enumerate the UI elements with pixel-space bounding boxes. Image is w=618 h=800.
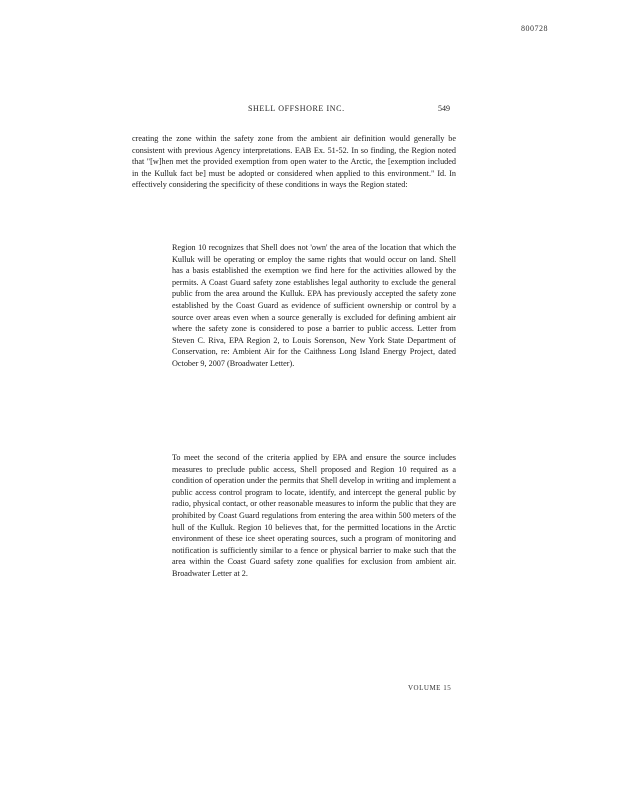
- block-quote-first: Region 10 recognizes that Shell does not 'own' the area of the location that which the Kulluk will be operating or employ the same rights that would occur on land. Shell has a basis established the exemption we find here for the activities allowed by the permits. A Coast Guard safety zone establishes legal authority to exclude the general public from the area around the Kulluk. EPA has previously accepted the safety zone established by the Coast Guard as evidence of sufficient ownership or control by a source over areas even when a source generally is excluded for defining ambient air where the safety zone is considered to pose a barrier to public access. Letter from Steven C. Riva, EPA Region 2, to Louis Sorenson, New York State Department of Conservation, re: Ambient Air for the Caithness Long Island Energy Project, dated October 9, 2007 (Broadwater Letter).: [172, 243, 456, 368]
- page-number: 549: [438, 104, 450, 113]
- volume-footer: VOLUME 15: [408, 684, 452, 692]
- page-identifier: 800728: [521, 24, 548, 33]
- block-quote-second: To meet the second of the criteria applied by EPA and ensure the source includes measures to preclude public access, Shell proposed and Region 10 required as a condition of operation under the permits that Shell develop in writing and implement a public access control program to locate, identify, and intercept the general public by radio, physical contact, or other reasonable measures to inform the public that they are prohibited by Coast Guard regulations from entering the area within 500 meters of the hull of the Kulluk. Region 10 believes that, for the permitted locations in the Arctic environment of these ice sheet operating sources, such a program of monitoring and notification is sufficiently similar to a fence or physical barrier to make such that the area within the Coast Guard safety zone qualifies for exclusion from ambient air. Broadwater Letter at 2.: [172, 453, 456, 578]
- running-head-title: SHELL OFFSHORE INC.: [248, 104, 345, 113]
- body-paragraph: creating the zone within the safety zone from the ambient air definition would generally be consistent with previous Agency interpretations. EAB Ex. 51-52. In so finding, the Region noted that "[w]hen met the provided exemption from open water to the Arctic, the [exemption included in the Kulluk fact be] must be adopted or considered when applied to this environment." Id. In effectively considering the specificity of these conditions in ways the Region stated:: [132, 134, 456, 190]
